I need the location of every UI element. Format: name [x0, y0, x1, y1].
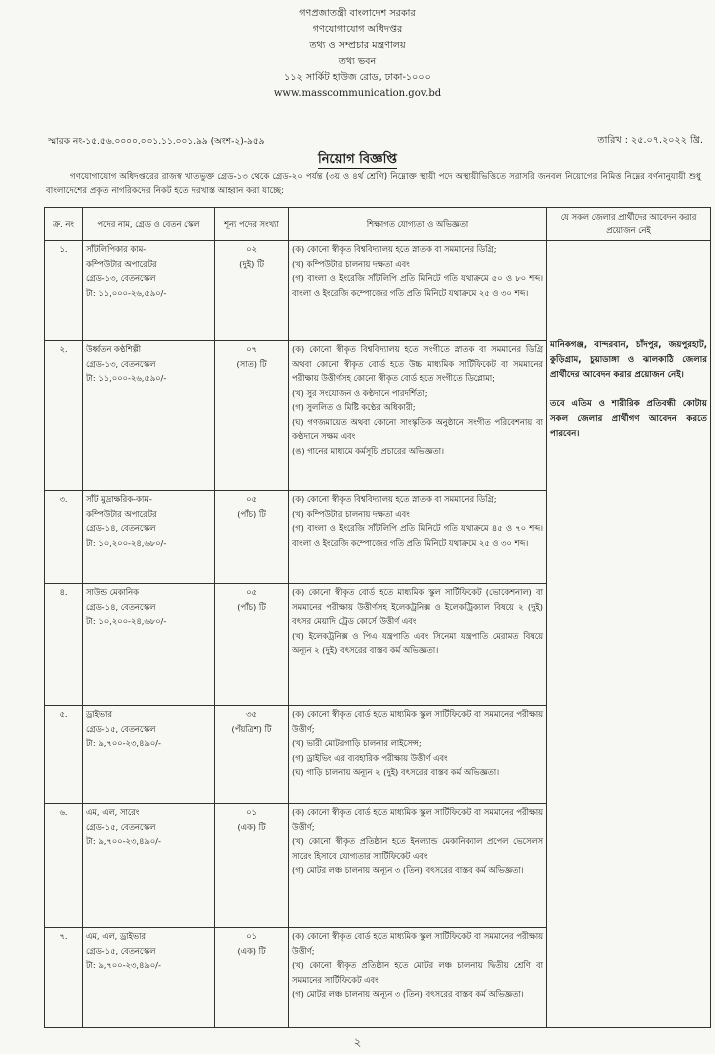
department-name: গণযোগাযোগ অধিদপ্তর	[312, 24, 403, 35]
vacancy-words: (দুই) টি	[239, 258, 264, 269]
qualification-item: (খ) কম্পিউটার চালনায় দক্ষতা এবং	[292, 258, 410, 269]
row-post	[83, 491, 215, 584]
post-line: টা: ৯,৭০০-২৩,৪৯০/-	[86, 960, 161, 970]
table-header-row	[45, 208, 711, 241]
quota-exception: তবে এতিম ও শারীরিক প্রতিবন্ধী কোটায় সকল জেলার প্রার্থীগণ আবেদন করতে পারবেন।	[550, 399, 707, 439]
row-qualification	[289, 491, 547, 584]
office-address: ১১২ সার্কিট হাউজ রোড, ঢাকা-১০০০	[284, 72, 431, 83]
post-line: সাঁট মুদ্রাক্ষরিক-কাম-	[86, 494, 152, 504]
post-line: গ্রেড-১৩, বেতনস্কেল	[86, 273, 156, 283]
header-qualification: শিক্ষাগত যোগ্যতা ও অভিজ্ঞতা	[289, 208, 547, 241]
row-qualification	[289, 584, 547, 706]
qualification-item: (ক) কোনো স্বীকৃত বিশ্ববিদ্যালয় হতে স্নাতক বা সমমানের ডিগ্রি;	[292, 494, 497, 504]
row-serial: ২.	[45, 341, 83, 491]
row-post	[83, 341, 215, 491]
header-serial: ক্র. নং	[45, 208, 83, 241]
post-line: গ্রেড-১৪, বেতনস্কেল	[86, 601, 156, 612]
post-line: টা: ৯,৭০০-২৩,৪৯০/-	[86, 738, 161, 748]
vacancy-number: ০১	[246, 931, 257, 941]
excluded-districts: মানিকগঞ্জ, বান্দরবান, চাঁদপুর, জয়পুরহাট, কুড়িগ্রাম, চুয়াডাঙ্গা ও ঝালকাঠি জেলার প্রার্থীদের আবেদন করার প্রয়োজন নেই।	[550, 340, 707, 380]
qualification-item: (গ) বাংলা ও ইংরেজি সাঁটলিপি প্রতি মিনিটে গতি যথাক্রমে ৪৫ ও ৭০ শব্দ। বাংলা ও ইংরেজি কম্পোজের গতি প্রতি মিনিটে যথাক্রমে ২৫ ও ৩০ শব্দ।	[292, 523, 543, 548]
vacancy-number: ০৫	[246, 494, 257, 504]
row-post	[83, 241, 215, 341]
row-post	[83, 804, 215, 928]
qualification-item: (ক) কোনো স্বীকৃত বোর্ড হতে মাধ্যমিক স্কুল সার্টিফিকেট বা সমমানের পরীক্ষায় উত্তীর্ণ;	[292, 931, 543, 956]
header-vacancy: শূন্য পদের সংখ্যা	[215, 208, 289, 241]
row-post	[83, 928, 215, 1028]
post-line: টা: ১১,০০০-২৬,৫৯০/-	[86, 373, 167, 383]
post-line: গ্রেড-১৩, বেতনস্কেল	[86, 358, 156, 369]
notice-date: তারিখ : ২৫.০৭.২০২২ খ্রি.	[597, 135, 703, 146]
row-post	[83, 584, 215, 706]
vacancy-number: ০২	[246, 244, 257, 254]
office-header	[0, 6, 715, 102]
notice-title-text: নিয়োগ বিজ্ঞপ্তি	[318, 152, 397, 167]
row-post	[83, 706, 215, 804]
row-vacancy	[215, 706, 289, 804]
qualification-item: (খ) ভারী মোটরগাড়ি চালনার লাইসেন্স;	[292, 738, 422, 748]
vacancy-number: ০৭	[246, 344, 257, 354]
vacancy-number: ০১	[246, 807, 257, 817]
memo-number: স্মারক নং-১৫.৫৬.০০০০.০০১.১১.০০১.৯৯ (অংশ-২)-৯৫৯	[48, 137, 265, 147]
intro-paragraph: গণযোগাযোগ অধিদপ্তরের রাজস্ব খাতভুক্ত গ্রেড-১৩ থেকে গ্রেড-২০ পর্যন্ত (৩য় ও ৪র্থ শ্রেণি) নিম্নোক্ত স্থায়ী পদে অস্থায়ীভিত্তিতে সরাসরি জনবল নিয়োগের নিমিত্ত নিম্নের বর্ণনানুযায়ী শুধু বাংলাদেশের প্রকৃত নাগরিকদের নিকট হতে দরখাস্ত আহ্বান করা যাচ্ছে:	[46, 172, 701, 196]
row-serial: ৪.	[45, 584, 83, 706]
qualification-item: (গ) সুললিত ও মিষ্টি কণ্ঠের অধিকারী;	[292, 402, 416, 412]
qualification-item: (ঘ) গাড়ি চালনায় অন্যূন ২ (দুই) বৎসরের বাস্তব কর্ম অভিজ্ঞতা।	[292, 767, 500, 777]
vacancy-number: ০৫	[246, 587, 257, 597]
qualification-item: (খ) ইলেকট্রনিক্স ও পিএ যন্ত্রপাতি এবং সিনেমা যন্ত্রপাতি মেরামত বিষয়ে অন্যূন ২ (দুই) বৎসরের বাস্তব কর্ম অভিজ্ঞতা।	[292, 630, 543, 655]
row-qualification	[289, 706, 547, 804]
row-vacancy	[215, 491, 289, 584]
post-line: কম্পিউটার অপারেটর	[86, 508, 157, 519]
post-line: এম, এল, ড্রাইভার	[86, 931, 146, 941]
row-serial: ৫.	[45, 706, 83, 804]
vacancy-words: (এক) টি	[237, 945, 266, 956]
row-qualification	[289, 804, 547, 928]
header-note: যে সকল জেলার প্রার্থীদের আবেদন করার প্রয়োজন নেই	[547, 208, 711, 241]
post-line: সাউন্ড মেকানিক	[86, 587, 139, 597]
qualification-item: (গ) মোটর লঞ্চ চালনায় অন্যূন ৩ (তিন) বৎসরের বাস্তব কর্ম অভিজ্ঞতা।	[292, 989, 524, 999]
post-line: কম্পিউটার অপারেটর	[86, 258, 157, 269]
vacancy-words: (পাঁচ) টি	[237, 601, 266, 612]
post-line: গ্রেড-১৫, বেতনস্কেল	[86, 723, 156, 734]
post-line: টা: ৯,৭০০-২৩,৪৯০/-	[86, 836, 161, 846]
post-line: টা: ১০,২০০-২৪,৬৮০/-	[86, 537, 167, 548]
note-text	[550, 338, 707, 442]
website-link[interactable]: www.masscommunication.gov.bd	[273, 88, 442, 99]
row-vacancy	[215, 341, 289, 491]
vacancy-words: (পঁয়ত্রিশ) টি	[231, 723, 272, 734]
qualification-item: (ক) কোনো স্বীকৃত বোর্ড হতে মাধ্যমিক স্কুল সার্টিফিকেট (ভোকেশনাল) বা সমমানের পরীক্ষায় উত্তীর্ণসহ ইলেকট্রনিক্স ও ইলেকট্রিক্যাল বিষয়ে ২ (দুই) বৎসর মেয়াদি ট্রেড কোর্সে উত্তীর্ণ এবং	[292, 587, 543, 626]
qualification-item: (ঙ) গানের মাধ্যমে কর্মসূচি প্রচারের অভিজ্ঞতা।	[292, 445, 445, 456]
post-line: টা: ১১,০০০-২৬,৫৯০/-	[86, 287, 167, 298]
qualification-item: (ঘ) গণজমায়েত অথবা কোনো সাংস্কৃতিক অনুষ্ঠানে সংগীত পরিবেশনায় বা কণ্ঠদানে সক্ষম এবং	[292, 416, 543, 441]
row-qualification	[289, 241, 547, 341]
qualification-item: (গ) মোটর লঞ্চ চালনায় অন্যূন ৩ (তিন) বৎসরের বাস্তব কর্ম অভিজ্ঞতা।	[292, 865, 524, 875]
qualification-item: (খ) কোনো স্বীকৃত প্রতিষ্ঠান হতে মোটর লঞ্চ চালনায় দ্বিতীয় শ্রেণি বা সমমানের সার্টিফিকেট এবং	[292, 960, 543, 985]
qualification-item: (খ) সুর সংযোজন ও কণ্ঠদানে পারদর্শিতা;	[292, 387, 428, 398]
post-line: ড্রাইভার	[86, 709, 112, 719]
qualification-item: (ক) কোনো স্বীকৃত বিশ্ববিদ্যালয় হতে স্নাতক বা সমমানের ডিগ্রি;	[292, 244, 497, 254]
post-line: গ্রেড-১৫, বেতনস্কেল	[86, 821, 156, 832]
vacancy-words: (পাঁচ) টি	[237, 508, 266, 519]
vacancy-words: (এক) টি	[237, 821, 266, 832]
post-line: গ্রেড-১৫, বেতনস্কেল	[86, 945, 156, 956]
row-vacancy	[215, 584, 289, 706]
qualification-item: (ক) কোনো স্বীকৃত বোর্ড হতে মাধ্যমিক স্কুল সার্টিফিকেট বা সমমানের পরীক্ষায় উত্তীর্ণ;	[292, 807, 543, 832]
reference-line	[48, 134, 703, 148]
row-serial: ৭.	[45, 928, 83, 1028]
qualification-item: (খ) কোনো স্বীকৃত প্রতিষ্ঠান হতে ইনল্যান্ড মেকানিক্যাল প্রপেল ভেসেলস সারেং হিসাবে যোগ্যতার সার্টিফিকেট এবং	[292, 836, 543, 861]
row-vacancy	[215, 804, 289, 928]
notice-title	[0, 150, 715, 171]
table-row	[45, 241, 711, 341]
row-serial: ৩.	[45, 491, 83, 584]
district-exclusion-note	[547, 241, 711, 1028]
vacancy-words: (সাত) টি	[236, 358, 267, 369]
post-line: গ্রেড-১৪, বেতনস্কেল	[86, 523, 156, 533]
row-qualification	[289, 928, 547, 1028]
header-post: পদের নাম, গ্রেড ও বেতন স্কেল	[83, 208, 215, 241]
post-line: সাঁটলিপিকার কাম-	[86, 244, 147, 254]
row-vacancy	[215, 928, 289, 1028]
row-serial: ১.	[45, 241, 83, 341]
ministry-name: তথ্য ও সম্প্রচার মন্ত্রণালয়	[309, 40, 406, 51]
qualification-item: (খ) কম্পিউটার চালনায় দক্ষতা এবং	[292, 508, 410, 519]
post-line: এম, এল, সারেং	[86, 807, 140, 817]
post-line: উর্ধ্বতন কণ্ঠশিল্পী	[86, 344, 142, 354]
vacancy-table	[44, 207, 711, 1028]
page-number: ২	[353, 1035, 362, 1049]
row-qualification	[289, 341, 547, 491]
vacancy-number: ৩৫	[246, 709, 257, 719]
government-name: গণপ্রজাতন্ত্রী বাংলাদেশ সরকার	[299, 8, 416, 19]
row-vacancy	[215, 241, 289, 341]
building-name: তথ্য ভবন	[338, 56, 377, 67]
qualification-item: (ক) কোনো স্বীকৃত বোর্ড হতে মাধ্যমিক স্কুল সার্টিফিকেট বা সমমানের পরীক্ষায় উত্তীর্ণ;	[292, 709, 543, 734]
qualification-item: (গ) ড্রাইভিং এর ব্যবহারিক পরীক্ষায় উত্তীর্ণ এবং	[292, 752, 448, 763]
row-serial: ৬.	[45, 804, 83, 928]
qualification-item: (ক) কোনো স্বীকৃত বিশ্ববিদ্যালয় হতে সংগীতে স্নাতক বা সমমানের ডিগ্রি অথবা কোনো স্বীকৃত বোর্ড হতে উচ্চ মাধ্যমিক সার্টিফিকেট বা সমমানের পরীক্ষায় উত্তীর্ণসহ কোনো স্বীকৃত বোর্ড হতে সংগীতে ডিপ্লোমা;	[292, 344, 543, 383]
qualification-item: (গ) বাংলা ও ইংরেজি সাঁটলিপি প্রতি মিনিটে গতি যথাক্রমে ৫০ ও ৮০ শব্দ। বাংলা ও ইংরেজি কম্পোজের গতি প্রতি মিনিটে যথাক্রমে ২৫ ও ৩০ শব্দ।	[292, 273, 543, 298]
post-line: টা: ১০,২০০-২৪,৬৮০/-	[86, 616, 167, 626]
